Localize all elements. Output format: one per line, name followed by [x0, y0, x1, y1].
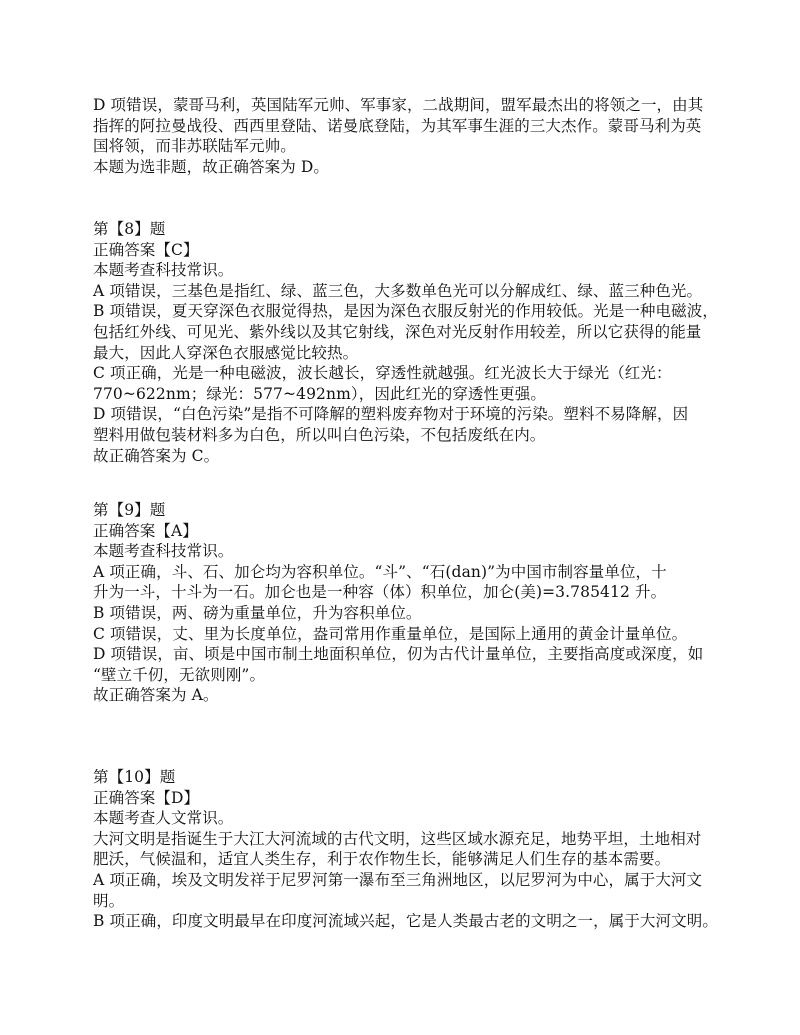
text-line: 本题为选非题，故正确答案为 D。: [93, 157, 329, 176]
text-line: 塑料用做包装材料多为白色，所以叫白色污染，不包括废纸在内。: [93, 425, 546, 444]
text-line: 770~622nm；绿光：577~492nm），因此红光的穿透性更强。: [93, 384, 546, 403]
correct-answer: 正确答案【A】: [93, 521, 198, 540]
correct-answer: 正确答案【C】: [93, 240, 199, 259]
text-line: B 项正确，印度文明最早在印度河流域兴起，它是人类最古老的文明之一，属于大河文明。: [93, 912, 718, 931]
text-line: 故正确答案为 C。: [93, 446, 220, 465]
text-line: 明。: [93, 891, 125, 910]
text-line: 本题考查科技常识。: [93, 261, 234, 280]
text-line: D 项错误，“白色污染”是指不可降解的塑料废弃物对于环境的污染。塑料不易降解，因: [93, 405, 689, 424]
text-line: D 项错误，蒙哥马利，英国陆军元帅、军事家，二战期间，盟军最杰出的将领之一，由其: [93, 96, 704, 114]
correct-answer: 正确答案【D】: [93, 788, 200, 807]
text-line: C 项正确，光是一种电磁波，波长越长，穿透性就越强。红光波长大于绿光（红光：: [93, 364, 672, 383]
text-line: 升为一斗，十斗为一石。加仑也是一种容（体）积单位，加仑(美)=3.785412 升。: [93, 583, 667, 602]
question-title: 第【10】题: [93, 768, 176, 786]
text-line: “壁立千仞，无欲则刚”。: [93, 665, 266, 684]
text-line: B 项错误，夏天穿深色衣服觉得热，是因为深色衣服反射光的作用较低。光是一种电磁波，: [93, 302, 718, 321]
text-line: A 项错误，三基色是指红、绿、蓝三色，大多数单色光可以分解成红、绿、蓝三种色光。: [93, 281, 703, 300]
text-line: 指挥的阿拉曼战役、西西里登陆、诺曼底登陆，为其军事生涯的三大杰作。蒙哥马利为英: [93, 116, 702, 135]
text-line: D 项错误，亩、顷是中国市制土地面积单位，仞为古代计量单位，主要指高度或深度，如: [93, 645, 704, 664]
text-line: 大河文明是指诞生于大江大河流域的古代文明，这些区域水源充足，地势平坦，土地相对: [93, 829, 702, 848]
text-line: 最大，因此人穿深色衣服感觉比较热。: [93, 343, 359, 362]
question-title: 第【8】题: [93, 220, 166, 238]
text-line: 本题考查科技常识。: [93, 542, 234, 561]
text-line: 肥沃，气候温和，适宜人类生存，利于农作物生长，能够满足人们生存的基本需要。: [93, 850, 671, 869]
question-8-section: [93, 219, 723, 466]
text-line: A 项正确，斗、石、加仑均为容积单位。“斗”、“石(dan)”为中国市制容量单位，十: [93, 562, 667, 581]
text-line: B 项错误，两、磅为重量单位，升为容积单位。: [93, 603, 422, 622]
text-line: 国将领，而非苏联陆军元帅。: [93, 137, 296, 156]
question-10-section: [93, 767, 723, 932]
text-line: 本题考查人文常识。: [93, 809, 234, 828]
text-line: 包括红外线、可见光、紫外线以及其它射线，深色对光反射作用较差，所以它获得的能量: [93, 322, 702, 341]
question-title: 第【9】题: [93, 501, 166, 519]
question-9-section: [93, 500, 723, 706]
intro-paragraph: [93, 95, 723, 177]
text-line: A 项正确，埃及文明发祥于尼罗河第一瀑布至三角洲地区，以尼罗河为中心，属于大河文: [93, 870, 703, 889]
text-line: 故正确答案为 A。: [93, 686, 219, 705]
text-line: C 项错误，丈、里为长度单位，盎司常用作重量单位，是国际上通用的黄金计量单位。: [93, 624, 688, 643]
